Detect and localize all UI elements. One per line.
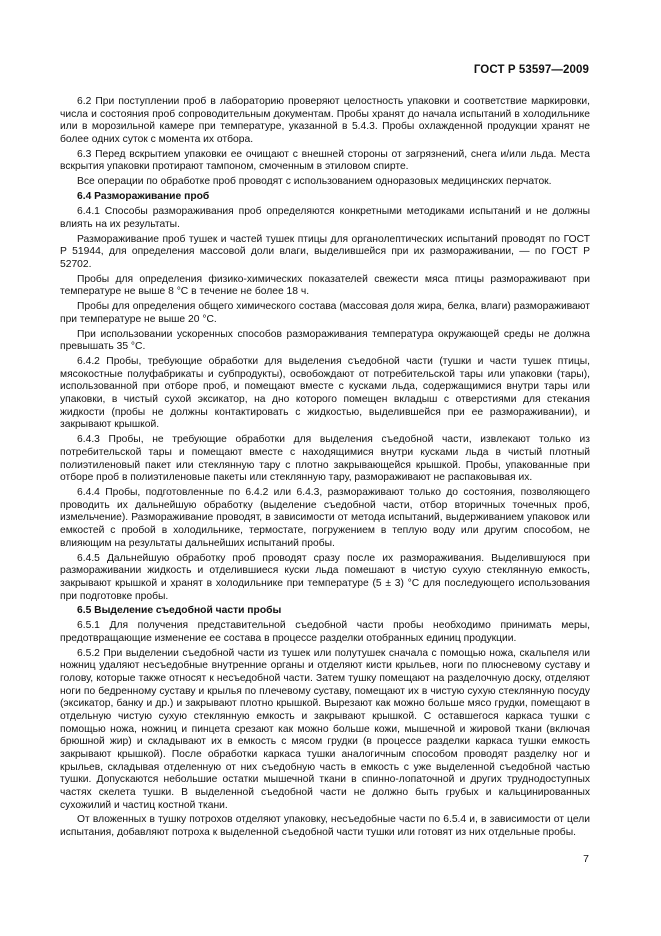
paragraph: 6.3 Перед вскрытием упаковки ее очищают с внешней стороны от загрязнений, снега и/или льда. Места вскрытия упаковки протирают тампоном, смоченным в этиловом спирте. bbox=[60, 148, 590, 173]
paragraph: Размораживание проб тушек и частей тушек птицы для органолептических испытаний проводят по ГОСТ Р 51944, для определения массовой доли влаги, выделившейся при их размораживании, — по ГОСТ Р 52702. bbox=[60, 233, 590, 270]
section-heading: 6.5 Выделение съедобной части пробы bbox=[77, 605, 282, 617]
document-body bbox=[60, 96, 590, 842]
paragraph: 6.5.2 При выделении съедобной части из тушек или полутушек сначала с помощью ножа, скальпеля или ножниц удаляют несъедобные внутренние органы и отделяют кисти крыльев, ноги по плюсневому суставу и голову, которые также относят к несъедобной части. Затем тушку помещают на разделочную доску, отделяют ноги по бедренному суставу и крылья по плечевому суставу, помещают их в чистую сухую стеклянную посуду (эксикатор, банку и др.) и закрывают плотно крышкой. Вырезают как можно больше мясо грудки, помещают в отдельную чистую сухую стеклянную емкость и закрывают крышкой. С оставшегося каркаса тушки с помощью ножа, ножниц и пинцета срезают как можно больше кожи, мышечной и жировой ткани (включая брюшной жир) и складывают их в емкость с мясом грудки (в процессе разделки каркаса тушки емкость закрывают крышкой). После обработки каркаса тушки аналогичным способом проводят разделку ног и крыльев, складывая отделенную от них съедобную часть в емкость с уже выделенной съедобной частью тушки. Допускаются небольшие остатки мышечной ткани в спинно-лопаточной и других труднодоступных частях скелета тушки. В выделенной съедобной части не должно быть грубых и кальцинированных сухожилий и частиц костной ткани. bbox=[60, 647, 590, 811]
paragraph: При использовании ускоренных способов размораживания температура окружающей среды не должна превышать 35 °С. bbox=[60, 328, 590, 353]
paragraph: 6.4.3 Пробы, не требующие обработки для выделения съедобной части, извлекают только из потребительской тары и помещают вместе с находящимися внутри кусками льда в чистый плотный полиэтиленовый пакет или стеклянную тару с плотно закрывающейся крышкой. Пробы, упакованные при отборе проб в полиэтиленовые пакеты или стеклянную тару, размораживают не распаковывая их. bbox=[60, 434, 590, 484]
paragraph: 6.4.2 Пробы, требующие обработки для выделения съедобной части (тушки и части тушек птицы, мясокостные полуфабрикаты и субпродукты), освобождают от потребительской тары или упаковки (тары), использованной при отборе проб, и помещают вместе с кусками льда, содержащимися внутри тары или упаковки, в чистый сухой эксикатор, на дно которого помещен вкладыш с отверстиями для стекания жидкости (пробы не должны контактировать с жидкостью, выделившейся при ее размораживании), и закрывают крышкой. bbox=[60, 356, 590, 431]
paragraph: 6.2 При поступлении проб в лабораторию проверяют целостность упаковки и соответствие маркировки, числа и состояния проб сопроводительным документам. Пробы хранят до начала испытаний в холодильнике или в морозильной камере при температуре, указанной в 5.4.3. Пробы охлажденной продукции хранят не более одних суток с момента их отбора. bbox=[60, 96, 590, 145]
paragraph: Пробы для определения физико-химических показателей свежести мяса птицы размораживают при температуре не выше 8 °С в течение не более 18 ч. bbox=[60, 273, 590, 298]
paragraph: Пробы для определения общего химического состава (массовая доля жира, белка, влаги) размораживают при температуре не выше 20 °С. bbox=[60, 301, 590, 325]
document-code: ГОСТ Р 53597—2009 bbox=[473, 64, 589, 76]
paragraph: 6.5.1 Для получения представительной съедобной части пробы необходимо принимать меры, предотвращающие изменение ее состава в процессе разделки отобранных единиц продукции. bbox=[60, 620, 590, 644]
paragraph: Все операции по обработке проб проводят с использованием одноразовых медицинских перчаток. bbox=[77, 176, 552, 188]
paragraph: От вложенных в тушку потрохов отделяют упаковку, несъедобные части по 6.5.4 и, в зависимости от цели испытания, добавляют потроха к выделенной съедобной части тушки или готовят из них отдельные пробы. bbox=[60, 814, 590, 839]
paragraph: 6.4.5 Дальнейшую обработку проб проводят сразу после их размораживания. Выделившуюся при размораживании жидкость и отделившиеся куски льда помешают в чистую сухую стеклянную емкость, закрывают крышкой и хранят в холодильнике при температуре (5 ± 3) °С для последующего использования при подготовке пробы. bbox=[60, 552, 590, 602]
page-number: 7 bbox=[583, 853, 589, 865]
paragraph: 6.4.4 Пробы, подготовленные по 6.4.2 или 6.4.3, размораживают только до состояния, позволяющего проводить их дальнейшую обработку (выделение съедобной части, отбор вторичных точечных проб, измельчение). Размораживание проводят, в зависимости от метода испытаний, выдерживанием упаковок или емкостей с пробой в холодильнике, термостате, погружением в теплую воду или другим способом, не влияющим на результаты дальнейших испытаний пробы. bbox=[60, 487, 590, 549]
section-heading: 6.4 Размораживание проб bbox=[77, 191, 210, 203]
paragraph: 6.4.1 Способы размораживания проб определяются конкретными методиками испытаний и не должны влиять на их результаты. bbox=[60, 206, 590, 230]
